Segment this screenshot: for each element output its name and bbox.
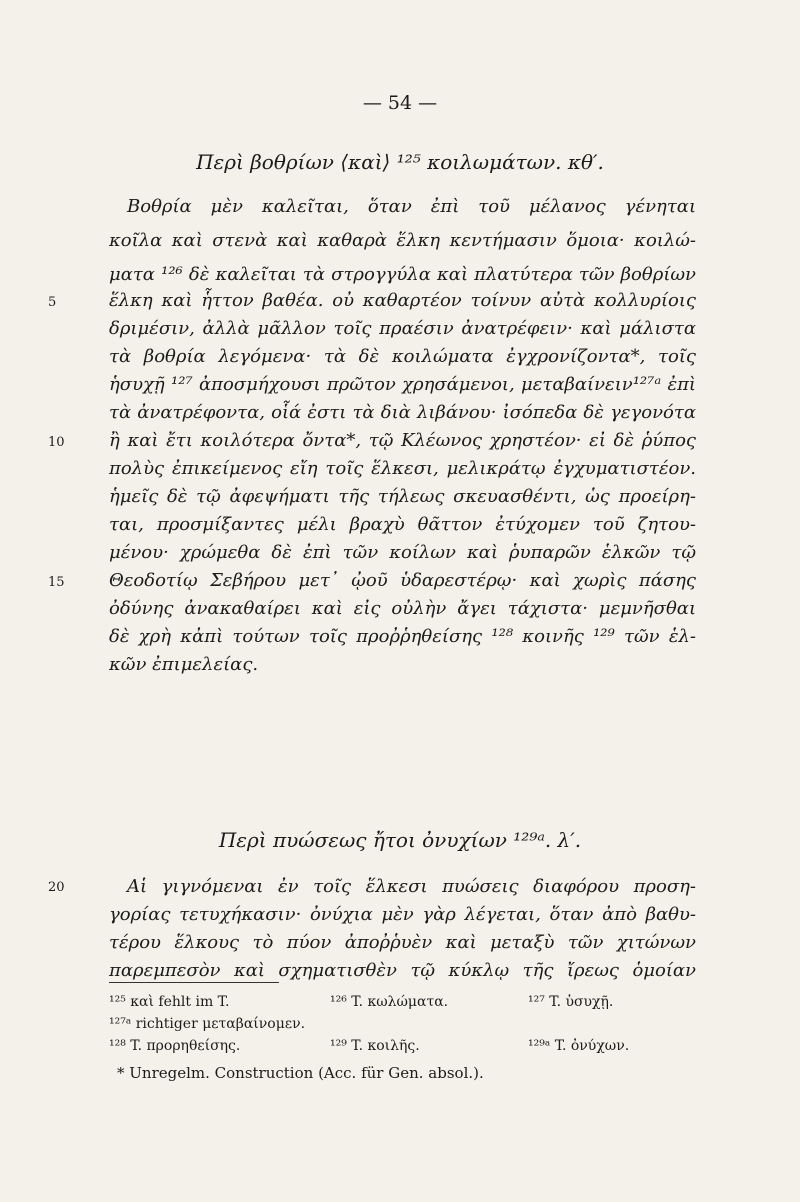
text-line: ἡσυχῇ ¹²⁷ ἀποσμήχουσι πρῶτον χρησάμενοι, μεταβαίνειν¹²⁷ᵃ ἐπὶ (109, 374, 696, 395)
text-line: τὰ βοθρία λεγόμενα· τὰ δὲ κοιλώματα ἐγχρονίζοντα*, τοῖς (109, 346, 696, 367)
footnote-125: ¹²⁵ καὶ fehlt im T. (109, 994, 230, 1010)
text-line: μένου· χρώμεθα δὲ ἐπὶ τῶν κοίλων καὶ ῥυπαρῶν ἑλκῶν τῷ (109, 542, 696, 563)
line-number-10: 10 (48, 435, 65, 450)
line-number-20: 20 (48, 880, 65, 895)
text-line: ται, προσμίξαντες μέλι βραχὺ θᾶττον ἐτύχομεν τοῦ ζητου- (109, 514, 696, 535)
text-line: ἡμεῖς δὲ τῷ ἀφεψήματι τῆς τήλεως σκευασθέντι, ὡς προείρη- (109, 486, 696, 507)
text-line: δὲ χρὴ κἀπὶ τούτων τοῖς προῤῥηθείσης ¹²⁸ κοινῆς ¹²⁹ τῶν ἑλ- (109, 626, 696, 647)
text-line: ἕλκη καὶ ἧττον βαθέα. οὐ καθαρτέον τοίνυν αὐτὰ κολλυρίοις (109, 290, 696, 311)
footnote-rule (109, 982, 279, 983)
text-line: παρεμπεσὸν καὶ σχηματισθὲν τῷ κύκλῳ τῆς ἴρεως ὁμοίαν (109, 960, 696, 981)
footnote-note: * Unregelm. Construction (Acc. für Gen. absol.). (117, 1064, 484, 1082)
line-number-15: 15 (48, 575, 65, 590)
text-line: δριμέσιν, ἀλλὰ μᾶλλον τοῖς πραέσιν ἀνατρέφειν· καὶ μάλιστα (109, 318, 696, 339)
footnote-128: ¹²⁸ T. προρηθείσης. (109, 1038, 241, 1054)
text-line: ματα ¹²⁶ δὲ καλεῖται τὰ στρογγύλα καὶ πλατύτερα τῶν βοθρίων (109, 264, 696, 285)
footnote-129: ¹²⁹ T. κοιλῆς. (330, 1038, 420, 1054)
page-number: — 54 — (362, 92, 438, 114)
text-line: τέρου ἕλκους τὸ πύον ἀποῤῥυὲν καὶ μεταξὺ τῶν χιτώνων (109, 932, 696, 953)
text-line: Αἱ γιγνόμεναι ἐν τοῖς ἕλκεσι πυώσεις διαφόρου προση- (127, 876, 696, 897)
footnote-129a: ¹²⁹ᵃ T. ὀνύχων. (528, 1038, 630, 1054)
text-line: ὀδύνης ἀνακαθαίρει καὶ εἰς οὐλὴν ἄγει τάχιστα· μεμνῆσθαι (109, 598, 696, 619)
text-line: κοῖλα καὶ στενὰ καὶ καθαρὰ ἕλκη κεντήμασιν ὅμοια· κοιλώ- (109, 230, 696, 251)
section-heading-1: Περὶ βοθρίων ⟨καὶ⟩ ¹²⁵ κοιλωμάτων. κθ′. (196, 150, 604, 174)
text-line: Βοθρία μὲν καλεῖται, ὅταν ἐπὶ τοῦ μέλανος γένηται (127, 196, 696, 217)
text-line: ἢ καὶ ἔτι κοιλότερα ὄντα*, τῷ Κλέωνος χρηστέον· εἰ δὲ ῥύπος (109, 430, 696, 451)
footnote-127a: ¹²⁷ᵃ richtiger μεταβαίνομεν. (109, 1016, 306, 1032)
footnote-126: ¹²⁶ T. κωλώματα. (330, 994, 449, 1010)
text-line: γορίας τετυχήκασιν· ὀνύχια μὲν γὰρ λέγεται, ὅταν ἀπὸ βαθυ- (109, 904, 696, 925)
text-line: πολὺς ἐπικείμενος εἴη τοῖς ἕλκεσι, μελικράτῳ ἐγχυματιστέον. (109, 458, 696, 479)
line-number-5: 5 (48, 295, 57, 310)
text-line: κῶν ἐπιμελείας. (109, 654, 259, 675)
section-heading-2: Περὶ πυώσεως ἤτοι ὀνυχίων ¹²⁹ᵃ. λ′. (218, 828, 582, 852)
footnote-127: ¹²⁷ T. ὑσυχῇ. (528, 994, 614, 1010)
text-line: Θεοδοτίῳ Σεβήρου μετ᾽ ᾠοῦ ὑδαρεστέρῳ· καὶ χωρὶς πάσης (109, 570, 696, 591)
text-line: τὰ ἀνατρέφοντα, οἷά ἐστι τὰ διὰ λιβάνου· ἰσόπεδα δὲ γεγονότα (109, 402, 696, 423)
